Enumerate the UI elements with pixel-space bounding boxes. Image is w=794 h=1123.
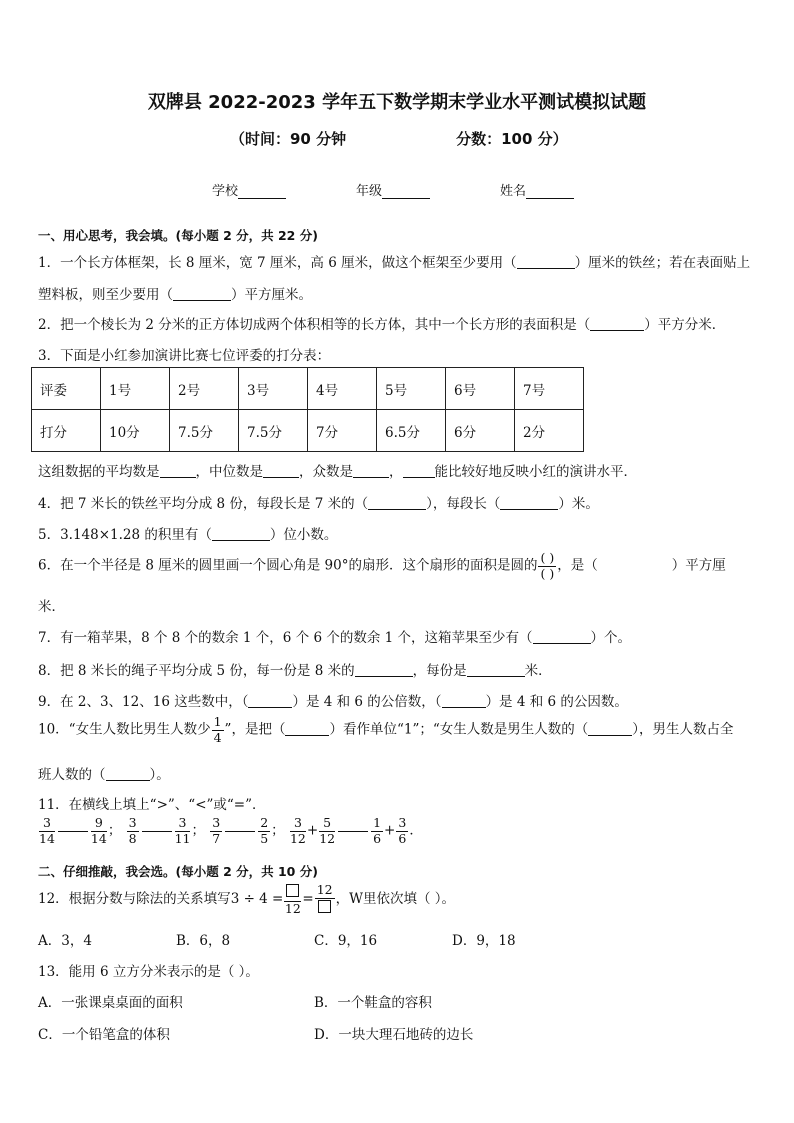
q10-text-4: ），男生人数占全 <box>632 721 734 738</box>
table-row <box>32 410 584 452</box>
q9-blank-2[interactable] <box>442 693 486 708</box>
q10-denominator: 4 <box>213 729 222 745</box>
school-field[interactable] <box>238 184 286 199</box>
q5-text: 5．3.148×1.28 的积里有（ <box>38 527 212 543</box>
numerator: 1 <box>373 815 382 830</box>
q4-text-3: ）米。 <box>558 496 599 512</box>
q6-denominator: ( ) <box>540 565 555 581</box>
question-11-items: $\frac{3}{14}$ $\frac{9}{14}$ ； $\frac{3}{8}$ $\frac{3}{11}$ ； $\frac{3}{7}$ $\frac{2}{5}$ ； $\frac{3}{12}$ + $\frac{5}{12}$ $\frac{1}{6}$ + $\frac{3}{6}$ ． <box>39 815 423 846</box>
table-cell: 6.5分 <box>377 410 446 452</box>
q8-blank-1[interactable] <box>355 662 413 677</box>
denominator: 12 <box>284 900 301 916</box>
q13-option-a[interactable]: A．一张课桌桌面的面积 <box>38 995 183 1011</box>
q9-blank-1[interactable] <box>248 693 292 708</box>
compare-blank[interactable] <box>338 831 368 832</box>
q6-text-3: ）平方厘 <box>671 557 726 574</box>
q9-text: 9．在 2、3、12、16 这些数中，（ <box>38 694 249 710</box>
q1-text-3: 塑料板，则至少要用（ <box>38 287 173 303</box>
fraction <box>396 817 408 845</box>
q3-text-e: 能比较好地反映小红的演讲水平． <box>434 464 637 480</box>
q10-blank-1[interactable] <box>285 721 329 736</box>
numerator: 12 <box>316 882 333 897</box>
question-10 <box>38 716 734 744</box>
name-field[interactable] <box>526 184 574 199</box>
question-7 <box>38 626 631 646</box>
school-label: 学校 <box>212 184 239 199</box>
question-12: 12．根据分数与除法的关系填写3 ÷ 4 = 12 = 12 ，W里依次填（ ）。 <box>38 882 456 916</box>
compare-blank[interactable] <box>225 831 255 832</box>
question-2 <box>38 313 725 333</box>
table-cell: 7.5分 <box>239 410 308 452</box>
student-info <box>212 180 574 199</box>
numerator: 3 <box>212 815 221 830</box>
q10-text: 10．“女生人数比男生人数少 <box>38 721 211 738</box>
table-cell: 4号 <box>308 368 377 410</box>
table-row <box>32 368 584 410</box>
mean-blank[interactable] <box>160 463 196 478</box>
table-cell: 5号 <box>377 368 446 410</box>
q7-text: 7．有一箱苹果，8 个 8 个的数余 1 个，6 个 6 个的数余 1 个，这箱苹果至少有（ <box>38 630 533 646</box>
question-11: 11．在横线上填上“>”、“<”或“=”． <box>38 797 266 813</box>
table-cell: 7分 <box>308 410 377 452</box>
table-cell: 7.5分 <box>170 410 239 452</box>
q5-blank[interactable] <box>212 526 270 541</box>
q10-fraction <box>212 716 224 744</box>
q7-blank[interactable] <box>533 629 591 644</box>
question-5 <box>38 523 337 543</box>
denominator: 12 <box>289 830 306 846</box>
table-cell: 评委 <box>32 368 101 410</box>
q10-blank-2[interactable] <box>588 721 632 736</box>
q9-text-2: ）是 4 和 6 的公倍数，（ <box>292 694 442 710</box>
denominator: 6 <box>373 830 382 846</box>
question-10-cont <box>38 763 170 783</box>
numerator: 9 <box>91 817 107 832</box>
score-table <box>31 367 584 452</box>
denominator: 6 <box>398 830 407 846</box>
grade-label: 年级 <box>356 184 383 199</box>
section-2-heading: 二、仔细推敲，我会选。(每小题 2 分，共 10 分) <box>38 864 318 879</box>
q12-option-b[interactable]: B．6，8 <box>176 933 231 949</box>
question-4 <box>38 492 599 512</box>
table-cell: 3号 <box>239 368 308 410</box>
box-blank[interactable] <box>315 899 335 916</box>
q2-text: 2．把一个棱长为 2 分米的正方体切成两个体积相等的长方体，其中一个长方形的表面积是（ <box>38 317 591 333</box>
q12-fraction-2 <box>315 884 335 915</box>
q13-option-b[interactable]: B．一个鞋盒的容积 <box>314 995 432 1011</box>
q4-text-2: ），每段长（ <box>426 496 501 512</box>
q10-text-5: 班人数的（ <box>38 767 106 783</box>
table-cell: 10分 <box>101 410 170 452</box>
box-blank[interactable] <box>284 884 301 902</box>
q9-text-3: ）是 4 和 6 的公因数。 <box>485 694 628 710</box>
table-cell: 2号 <box>170 368 239 410</box>
q10-text-2: ”，是把（ <box>224 721 286 738</box>
numerator: 3 <box>290 817 306 832</box>
grade-field[interactable] <box>382 184 430 199</box>
denominator: 8 <box>128 830 137 846</box>
q12-text: 12．根据分数与除法的关系填写 <box>38 891 231 907</box>
question-3-blanks <box>38 460 637 480</box>
q4-blank-2[interactable] <box>500 495 558 510</box>
q8-blank-2[interactable] <box>467 662 525 677</box>
q10-numerator: 1 <box>213 714 222 729</box>
q3-text-c: ，众数是 <box>299 464 353 480</box>
q10-text-6: ）。 <box>149 767 170 783</box>
q6-numerator: ( ) <box>540 550 555 565</box>
q12-option-d[interactable]: D．9，18 <box>452 933 516 949</box>
question-8 <box>38 659 552 679</box>
denominator: 5 <box>260 830 269 846</box>
best-measure-blank[interactable] <box>403 463 435 478</box>
mode-blank[interactable] <box>353 463 389 478</box>
q1-text: 1．一个长方体框架，长 8 厘米，宽 7 厘米，高 6 厘米，做这个框架至少要用（ <box>38 255 517 271</box>
q5-text-2: ）位小数。 <box>269 527 338 543</box>
question-6-cont: 米． <box>38 599 65 615</box>
numerator: 5 <box>319 817 335 832</box>
q8-text-3: 米． <box>524 663 552 679</box>
fraction <box>127 817 139 845</box>
time-label: （时间：90 分钟 <box>230 130 347 148</box>
table-cell: 6号 <box>446 368 515 410</box>
q7-text-2: ）个。 <box>590 630 632 646</box>
q6-text-2: ，是（ <box>557 557 598 574</box>
q1-blank-1[interactable] <box>517 254 575 269</box>
numerator: 3 <box>128 815 137 830</box>
exam-meta <box>230 128 568 149</box>
fraction <box>39 817 55 845</box>
table-cell: 6分 <box>446 410 515 452</box>
question-3: 3．下面是小红参加演讲比赛七位评委的打分表： <box>38 348 331 364</box>
denominator: 7 <box>212 830 221 846</box>
q1-blank-2[interactable] <box>173 286 231 301</box>
median-blank[interactable] <box>263 463 299 478</box>
q6-text: 6．在一个半径是 8 厘米的圆里画一个圆心角是 90°的扇形．这个扇形的面积是圆的 <box>38 557 538 574</box>
question-1-cont <box>38 283 312 303</box>
q12-expression: 3 ÷ 4 = <box>230 891 284 907</box>
numerator: 3 <box>175 817 191 832</box>
denominator: 14 <box>90 830 107 846</box>
score-label: 分数：100 分） <box>456 130 568 148</box>
q12-option-c[interactable]: C．9，16 <box>314 933 378 949</box>
fraction <box>210 817 222 845</box>
fraction <box>258 817 270 845</box>
denominator: 11 <box>174 830 191 846</box>
question-6 <box>38 552 726 580</box>
denominator: 14 <box>39 830 55 846</box>
q12-option-a[interactable]: A．3，4 <box>38 933 92 949</box>
q13-option-c[interactable]: C．一个铅笔盒的体积 <box>38 1027 170 1043</box>
fraction <box>290 817 306 845</box>
q3-text-a: 这组数据的平均数是 <box>38 464 160 480</box>
q12-fraction-1 <box>284 884 301 915</box>
compare-blank[interactable] <box>58 831 88 832</box>
name-label: 姓名 <box>500 184 527 199</box>
q8-text-2: ，每份是 <box>412 663 467 679</box>
question-1 <box>38 251 750 271</box>
q3-text-b: ，中位数是 <box>195 464 263 480</box>
q4-text: 4．把 7 米长的铁丝平均分成 8 份，每段长是 7 米的（ <box>38 496 369 512</box>
table-cell: 打分 <box>32 410 101 452</box>
denominator: 12 <box>319 830 336 846</box>
fraction <box>371 817 383 845</box>
square-icon <box>318 900 331 913</box>
fraction <box>175 817 191 845</box>
q12-text-2: ，W里依次填（ ）。 <box>335 891 456 907</box>
numerator: 3 <box>398 815 407 830</box>
fraction <box>91 817 107 845</box>
question-9 <box>38 690 628 710</box>
square-icon <box>286 884 299 897</box>
q10-blank-3[interactable] <box>106 766 150 781</box>
table-cell: 7号 <box>515 368 584 410</box>
fraction <box>319 817 335 845</box>
q2-text-2: ）平方分米． <box>644 317 726 333</box>
numerator: 3 <box>39 817 55 832</box>
table-cell: 1号 <box>101 368 170 410</box>
section-1-heading: 一、用心思考，我会填。(每小题 2 分，共 22 分) <box>38 228 318 243</box>
question-13: 13．能用 6 立方分米表示的是（ ）。 <box>38 964 259 980</box>
q10-text-3: ）看作单位“1”；“女生人数是男生人数的（ <box>329 721 589 738</box>
page-title: 双牌县 2022-2023 学年五下数学期末学业水平测试模拟试题 <box>147 92 647 113</box>
q13-option-d[interactable]: D．一块大理石地砖的边长 <box>314 1027 474 1043</box>
q8-text: 8．把 8 米长的绳子平均分成 5 份，每一份是 8 米的 <box>38 663 355 679</box>
q1-text-4: ）平方厘米。 <box>231 287 312 303</box>
q2-blank[interactable] <box>590 316 644 331</box>
q1-text-2: ）厘米的铁丝；若在表面贴上 <box>574 255 751 271</box>
q6-fraction[interactable] <box>538 552 556 580</box>
compare-blank[interactable] <box>142 831 172 832</box>
table-cell: 2分 <box>515 410 584 452</box>
q3-text-d: ， <box>389 464 403 480</box>
q4-blank-1[interactable] <box>368 495 426 510</box>
numerator: 2 <box>260 815 269 830</box>
